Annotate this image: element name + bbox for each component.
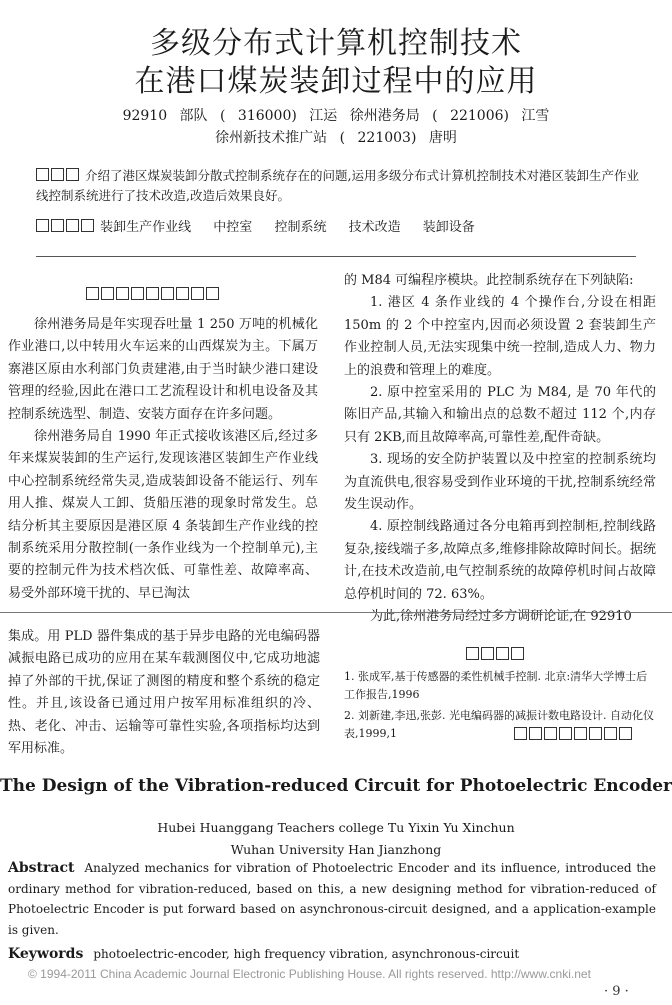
right-first-line: 的 M84 可编程序模块。此控制系统存在下列缺陷: bbox=[344, 273, 634, 288]
english-abstract-text: Analyzed mechanics for vibration of Photoelectric Encoder and its influence, introduced the ordinary method for vibration-reduced, based on this, a new designing method for vibration-reduced of Photoelectric Encoder is put forward based on asynchronous-circuit designed, and a application-example is given. bbox=[8, 861, 656, 937]
right-paragraph: 4. 原控制线路通过各分电箱再到控制柜,控制线路复杂,接线端子多,故障点多,维修排除故障时间长。据统计,在技术改造前,电气控制系统的故障停机时间占故障总停机时间的 72. 63%。 bbox=[344, 519, 656, 602]
keyword-item: 中控室 bbox=[213, 220, 253, 235]
right-paragraph: 2. 原中控室采用的 PLC 为 M84, 是 70 年代的陈旧产品,其输入和输出点的总数不超过 112 个,内存只有 2KB,而且故障率高,可靠性差,配件奇缺。 bbox=[344, 385, 656, 445]
english-title: The Design of the Vibration-reduced Circuit for Photoelectric Encoder bbox=[0, 776, 672, 796]
right-paragraph: 为此,徐州港务局经过多方调研论证,在 92910 bbox=[370, 609, 632, 625]
cn-abstract bbox=[36, 166, 646, 206]
english-affiliation-1: Hubei Huanggang Teachers college Tu Yixin Yu Xinchun bbox=[157, 820, 515, 835]
cn-keywords bbox=[36, 218, 656, 238]
prev-article-text: 集成。用 PLD 器件集成的基于异步电路的光电编码器减振电路已成功的应用在某车载测图仪中,它成功地滤掉了外部的干扰,保证了测图的精度和整个系统的稳定性。并且,该设备已通过用户按军用标准组织的冷、热、老化、冲击、运输等可靠性实验,各项指标均达到军用标准。 bbox=[8, 629, 320, 757]
page-number: · 9 · bbox=[604, 984, 629, 999]
keyword-item: 装卸设备 bbox=[422, 220, 475, 235]
section-heading-boxes bbox=[86, 284, 236, 303]
authors-line-2: 徐州新技术推广站 ( 221003) 唐明 bbox=[215, 130, 457, 146]
left-paragraph: 徐州港务局自 1990 年正式接收该港区后,经过多年来煤炭装卸的生产运行,发现该港区装卸生产作业线中心控制系统经常失灵,造成装卸设备不能运行、列车用人推、煤炭人工卸、货船压港的现象时常发生。总结分析其主要原因是港区原 4 条装卸生产作业线的控制系统采用分散控制(一条作业线为一个控制单元),主要的控制元件为技术档次低、可靠性差、故障率高、易受外部环境干扰的、早已淘汰 bbox=[8, 429, 318, 601]
keyword-item: 装卸生产作业线 bbox=[100, 220, 192, 235]
abstract-label: Abstract bbox=[8, 860, 75, 876]
english-keywords bbox=[8, 944, 656, 965]
right-paragraph: 1. 港区 4 条作业线的 4 个操作台,分设在相距 150m 的 2 个中控室内,因而必须设置 2 套装卸生产作业控制人员,无法实现集中统一控制,造成人力、物力上的浪费和管理上的难度。 bbox=[344, 295, 656, 378]
right-column bbox=[344, 270, 656, 629]
copyright-footer: © 1994-2011 China Academic Journal Electronic Publishing House. All rights reserved. http://www.cnki.net bbox=[28, 967, 591, 981]
english-keywords-text: photoelectric-encoder, high frequency vibration, asynchronous-circuit bbox=[93, 947, 520, 961]
title-line-1: 多级分布式计算机控制技术 bbox=[150, 26, 522, 61]
left-column bbox=[8, 314, 318, 605]
authors-line-1: 92910 部队 ( 316000) 江运 徐州港务局 ( 221006) 江雪 bbox=[122, 108, 550, 124]
abstract-label-boxes bbox=[36, 168, 81, 183]
reference-item: 2. 刘新建,李迅,张彭. 光电编码器的减振计数电路设计. 自动化仪表,1999,1 bbox=[344, 709, 654, 740]
title-line-2: 在港口煤炭装卸过程中的应用 bbox=[134, 64, 538, 99]
left-paragraph: 徐州港务局是年实现吞吐量 1 250 万吨的机械化作业港口,以中转用火车运来的山西煤炭为主。下属万寨港区原由水利部门负责建港,由于当时缺少港口建设管理的经验,因此在港口工艺流程设计和机电设备及其控制系统选型、制造、安装方面存在许多问题。 bbox=[8, 317, 318, 422]
reference-item: 1. 张成军,基于传感器的柔性机械手控制. 北京:清华大学博士后工作报告,1996 bbox=[344, 670, 648, 701]
keywords-label-boxes bbox=[36, 220, 96, 235]
english-affiliation-2: Wuhan University Han Jianzhong bbox=[230, 842, 442, 857]
page-divider bbox=[0, 612, 672, 613]
keyword-item: 控制系统 bbox=[274, 220, 327, 235]
right-paragraph: 3. 现场的安全防护装置以及中控室的控制系统均为直流供电,很容易受到作业环境的干扰,控制系统经常发生误动作。 bbox=[344, 452, 656, 513]
english-abstract bbox=[8, 858, 656, 940]
stamp-boxes bbox=[514, 724, 654, 743]
cn-abstract-text: 介绍了港区煤炭装卸分散式控制系统存在的问题,运用多级分布式计算机控制技术对港区装卸生产作业线控制系统进行了技术改造,改造后效果良好。 bbox=[36, 168, 639, 203]
prev-article-tail bbox=[8, 626, 320, 760]
section-divider bbox=[36, 256, 636, 257]
references-heading-boxes bbox=[466, 644, 546, 663]
keywords-label: Keywords bbox=[8, 946, 84, 962]
keyword-item: 技术改造 bbox=[348, 220, 401, 235]
